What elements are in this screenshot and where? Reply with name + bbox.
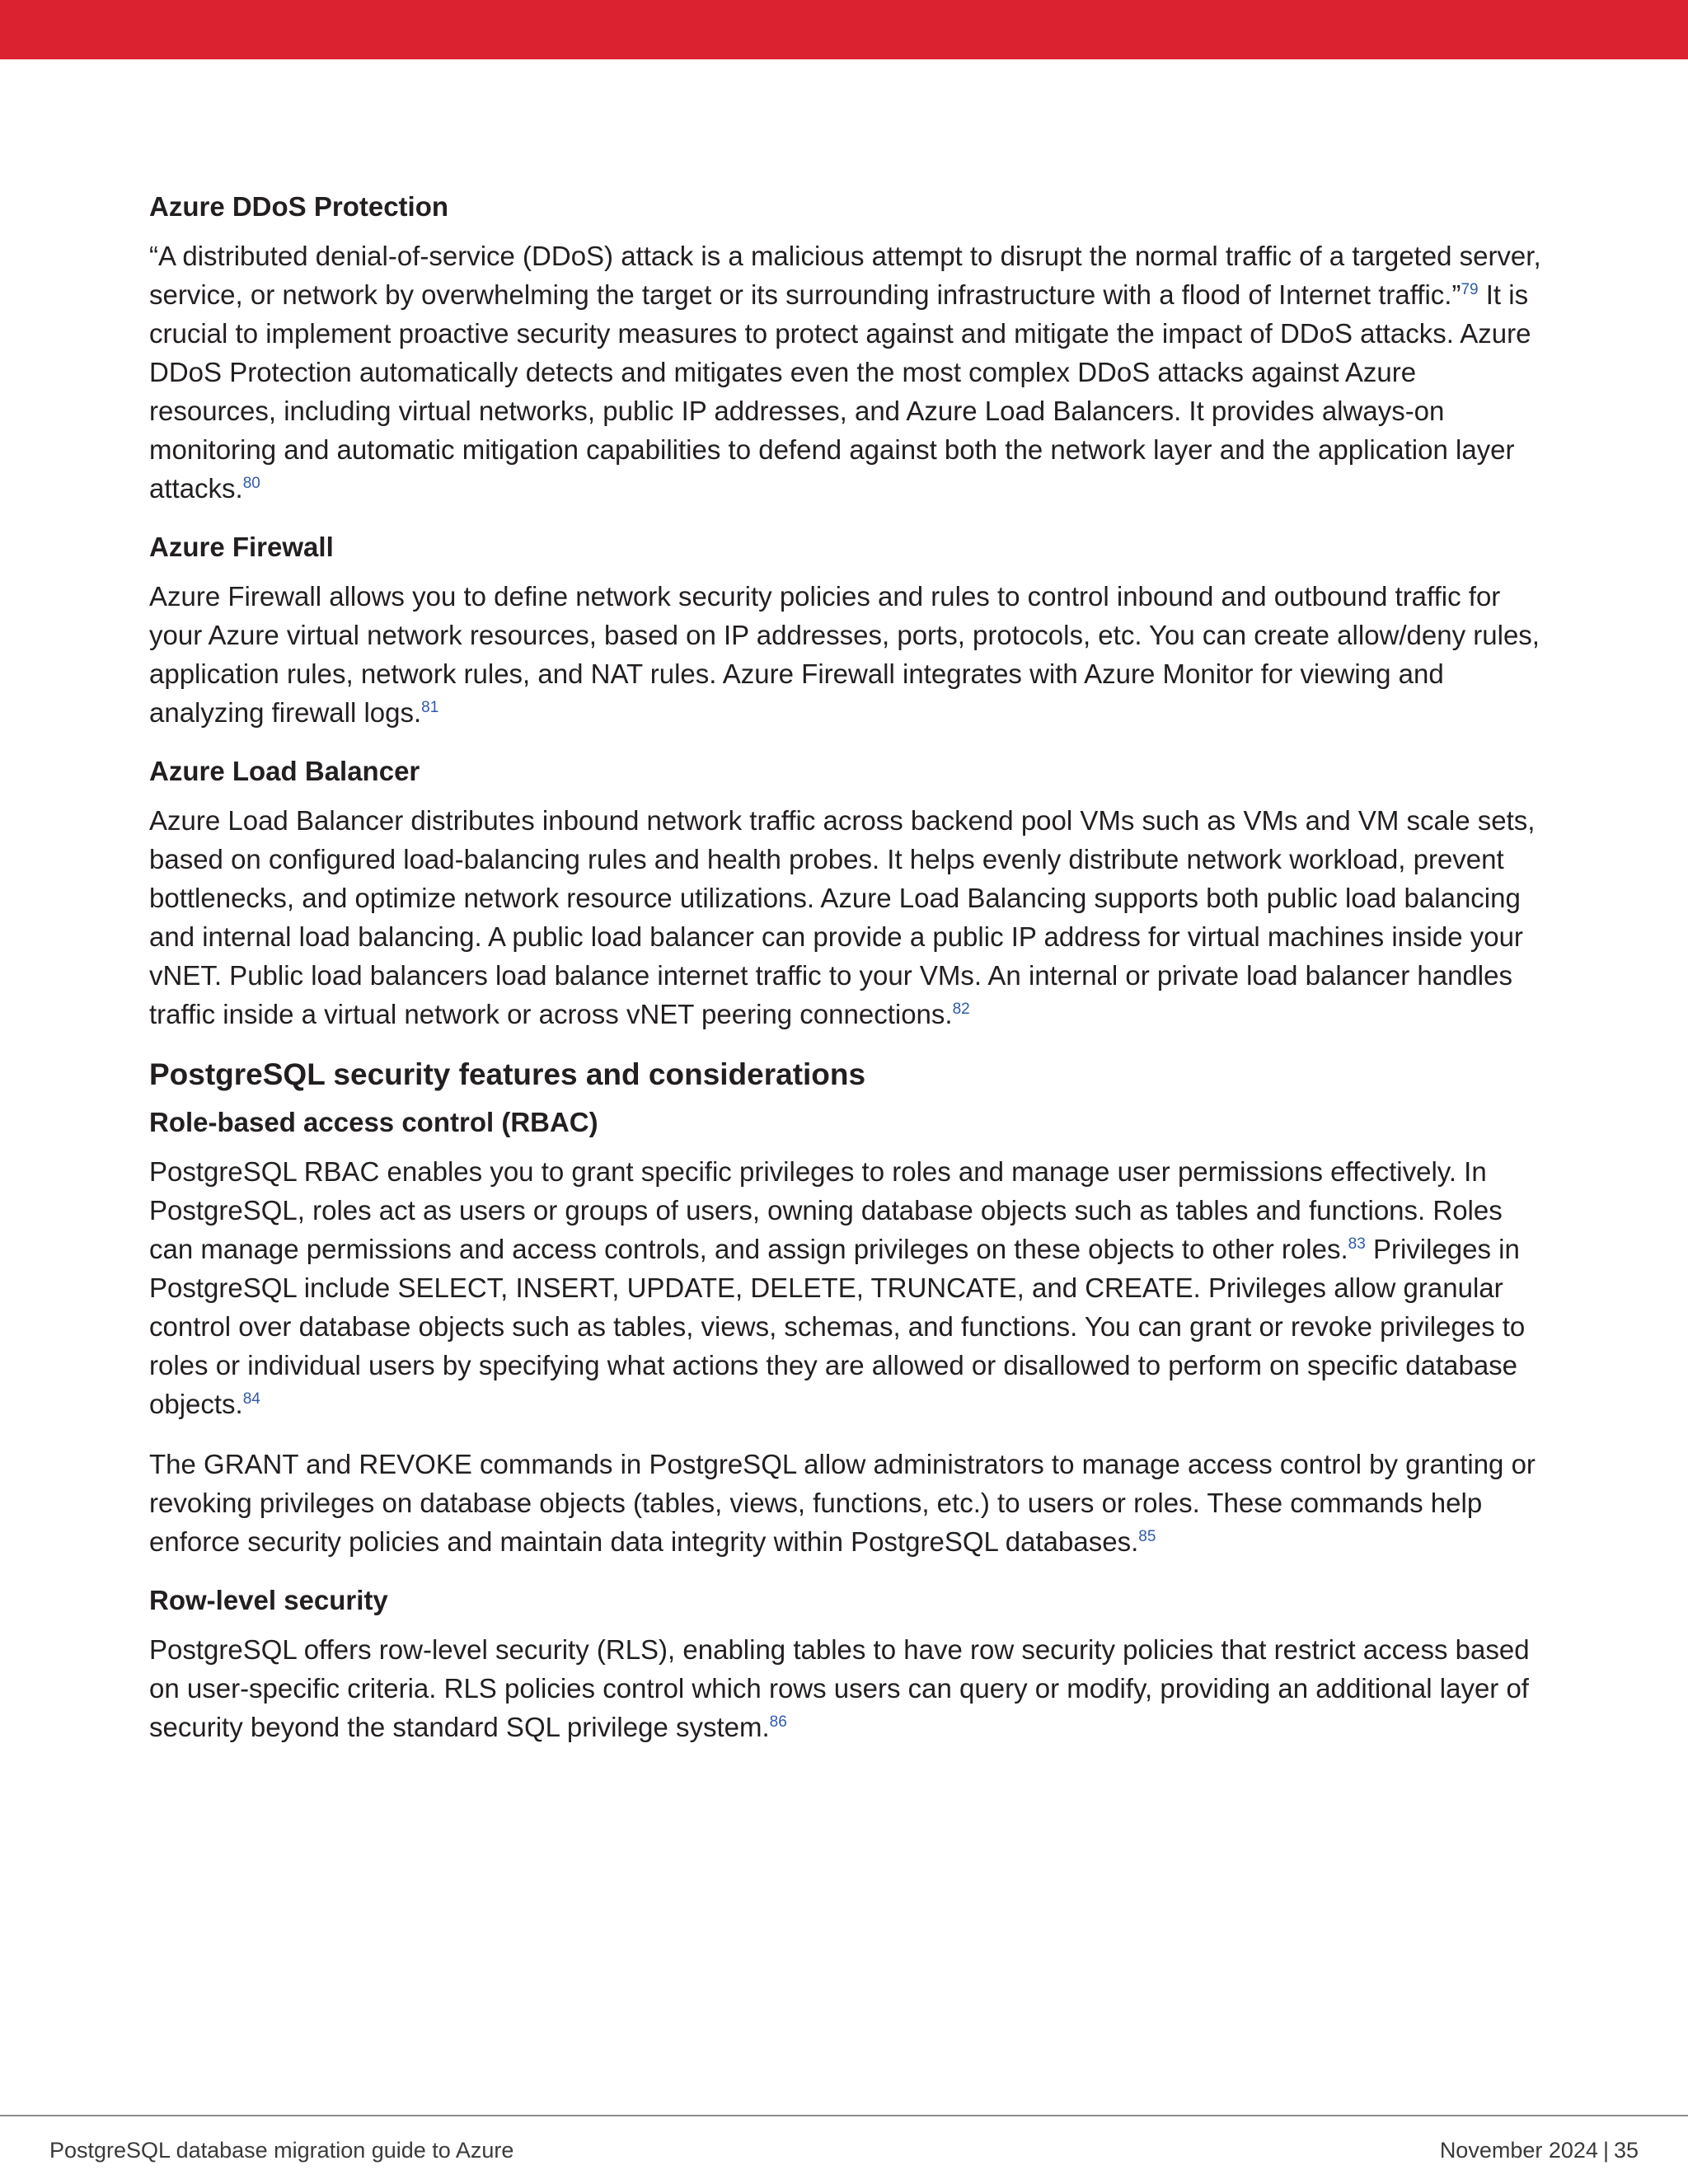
footnote-ref[interactable]: 82	[952, 1001, 970, 1018]
footer-divider	[0, 2115, 1688, 2116]
page-content	[149, 189, 1550, 1768]
footnote-ref[interactable]: 80	[242, 475, 260, 492]
paragraph-text: PostgreSQL offers row-level security (RLS), enabling tables to have row security policies that restrict access based on user-specific criteria. RLS policies control which rows users can query or modify, providing an additional layer of security beyond the standard SQL privilege system.	[149, 1634, 1530, 1742]
paragraph-firewall	[149, 577, 1550, 732]
footnote-ref[interactable]: 86	[769, 1713, 787, 1731]
paragraph-ddos	[149, 237, 1550, 508]
paragraph-text: It is crucial to implement proactive security measures to protect against and mitigate the impact of DDoS attacks. Azure DDoS Protection automatically detects and mitigates even the most complex DDoS attacks against Azure resources, including virtual networks, public IP addresses, and Azure Load Balancers. It provides always-on monitoring and automatic mitigation capabilities to defend against both the network layer and the application layer attacks.	[149, 279, 1531, 504]
footer-document-title: PostgreSQL database migration guide to Azure	[49, 2138, 514, 2163]
footnote-ref[interactable]: 84	[242, 1390, 260, 1408]
paragraph-load-balancer	[149, 801, 1550, 1033]
section-heading-postgresql: PostgreSQL security features and considerations	[149, 1057, 866, 1091]
paragraph-text: The GRANT and REVOKE commands in PostgreSQL allow administrators to manage access control by granting or revoking privileges on database objects (tables, views, functions, etc.) to users or roles. These commands help enforce security policies and maintain data integrity within PostgreSQL databases.	[149, 1449, 1536, 1557]
paragraph-text: PostgreSQL RBAC enables you to grant specific privileges to roles and manage user permissions effectively. In PostgreSQL, roles act as users or groups of users, owning database objects such as tables and functions. Roles can manage permissions and access controls, and assign privileges on these objects to other roles.	[149, 1156, 1503, 1264]
footer-separator: |	[1602, 2138, 1609, 2163]
paragraph-rls	[149, 1630, 1550, 1746]
paragraph-text: “A distributed denial-of-service (DDoS) attack is a malicious attempt to disrupt the normal traffic of a targeted server, service, or network by overwhelming the target or its surrounding infrastructure with a flood of Internet traffic.”	[149, 241, 1541, 310]
footnote-ref[interactable]: 81	[421, 699, 439, 716]
footnote-ref[interactable]: 79	[1461, 281, 1479, 298]
paragraph-text: Azure Firewall allows you to define network security policies and rules to control inbound and outbound traffic for your Azure virtual network resources, based on IP addresses, ports, protocols, etc. You can create allow/deny rules, application rules, network rules, and NAT rules. Azure Firewall integrates with Azure Monitor for viewing and analyzing firewall logs.	[149, 581, 1540, 728]
paragraph-rbac-1	[149, 1152, 1550, 1423]
footer-date: November 2024	[1439, 2138, 1598, 2163]
section-heading-rls: Row-level security	[149, 1585, 388, 1615]
page-number: 35	[1613, 2138, 1639, 2163]
footnote-ref[interactable]: 83	[1348, 1235, 1366, 1253]
footnote-ref[interactable]: 85	[1138, 1528, 1156, 1545]
paragraph-text: Azure Load Balancer distributes inbound network traffic across backend pool VMs such as VMs and VM scale sets, based on configured load-balancing rules and health probes. It helps evenly distribute network workload, prevent bottlenecks, and optimize network resource utilizations. Azure Load Balancing supports both public load balancing and internal load balancing. A public load balancer can provide a public IP address for virtual machines inside your vNET. Public load balancers load balance internet traffic to your VMs. An internal or private load balancer handles traffic inside a virtual network or across vNET peering connections.	[149, 805, 1536, 1029]
section-heading-ddos: Azure DDoS Protection	[149, 191, 449, 222]
section-heading-rbac: Role-based access control (RBAC)	[149, 1107, 598, 1137]
section-heading-firewall: Azure Firewall	[149, 532, 334, 562]
paragraph-rbac-2	[149, 1445, 1550, 1561]
section-heading-load-balancer: Azure Load Balancer	[149, 756, 420, 786]
header-bar	[0, 0, 1688, 59]
paragraph-text: Privileges in PostgreSQL include SELECT, INSERT, UPDATE, DELETE, TRUNCATE, and CREATE. Privileges allow granular control over database objects such as tables, views, schemas, and functions. You can grant or revoke privileges to roles or individual users by specifying what actions they are allowed or disallowed to perform on specific database objects.	[149, 1234, 1526, 1419]
footer-page-info	[1440, 2136, 1639, 2164]
